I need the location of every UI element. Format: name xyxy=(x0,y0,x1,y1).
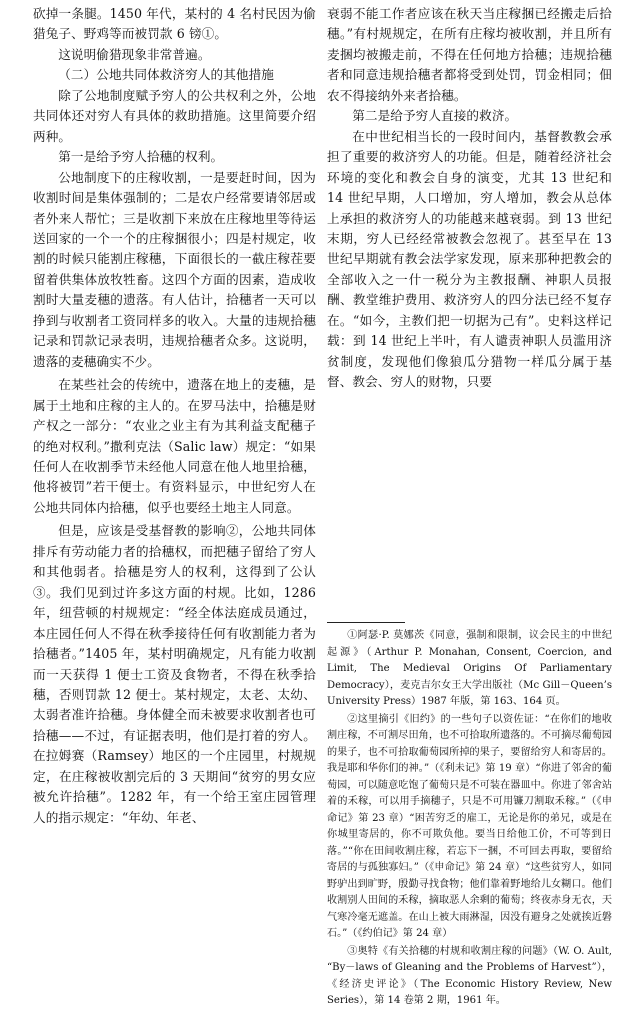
footnote-divider xyxy=(327,622,405,623)
paragraph: 衰弱不能工作者应该在秋天当庄稼捆已经搬走后拾穗。”有村规规定，在所有庄稼均被收割，并且所有麦捆均被搬走前，不得在任何地方拾穗；违规拾穗者和同意违规拾穗者都将受到处罚，罚金相同；佃农不得接纳外来者拾穗。 xyxy=(327,6,612,103)
right-column xyxy=(327,4,612,393)
paragraph: 在中世纪相当长的一段时间内，基督教教会承担了重要的救济穷人的功能。但是，随着经济社会环境的变化和教会自身的演变，尤其 13 世纪和 14 世纪早期，人口增加，穷人增加，教会从总体上承担的救济穷人的功能越来越衰弱。到 13 世纪末期，穷人已经经常被教会忽视了。甚至早在 13 世纪早期就有教会法学家发现，原来那种把教会的全部收入之一什一税分为主教报酬、神职人员报酬、教堂维护费用、救济穷人的四分法已经不复存在。“如今，主教们把一切据为己有”。史料这样记载：到 14 世纪上半叶，有人谴责神职人员滥用济贫制度，发现他们像狼瓜分猎物一样瓜分属于基督、教会、穷人的财物，只要 xyxy=(327,128,612,390)
paragraph: 在某些社会的传统中，遗落在地上的麦穗，是属于土地和庄稼的主人的。在罗马法中，拾穗是财产权之一部分：“农业之业主有为其利益支配穗子的绝对权利。”撒利克法（Salic law）规定：“如果任何人在收割季节未经他人同意在他人地里拾穗，他将被罚”若干便士。有资料显示，中世纪穷人在公地共同体内拾穗，似乎也要经土地主人同意。 xyxy=(33,377,316,515)
paragraph: 这说明偷猎现象非常普遍。 xyxy=(58,46,211,62)
footnotes xyxy=(327,628,612,1010)
subheading: 第二是给予穷人直接的救济。 xyxy=(352,108,518,124)
footnote: ③奥特《有关拾穗的村规和收割庄稼的问题》（W. O. Ault, “By－laws of Gleaning and the Problems of Harvest”），《经济史评论》（The Economic History Review, New Series），第 14 卷第 2 期，1961 年。 xyxy=(327,945,612,1006)
footnote: ②这里摘引《旧约》的一些句子以资佐证：“在你们的地收割庄稼，不可割尽田角，也不可拾取所遗落的。不可摘尽葡萄园的果子，也不可拾取葡萄园所掉的果子，要留给穷人和寄居的。我是耶和华你们的神。”（《利未记》第 19 章）“你进了邻舍的葡萄园，可以随意吃饱了葡萄只是不可装在器皿中。你进了邻舍站着的禾稼，可以用手摘穗子，只是不可用镰刀割取禾稼。”（《申命记》第 23 章）“困苦穷乏的雇工，无论是你的弟兄，或是在你城里寄居的，你不可欺负他。要当日给他工价，不可等到日落。”“你在田间收割庄稼，若忘下一捆，不可回去再取，要留给寄居的与孤独寡妇。”（《申命记》第 24 章）“这些贫穷人，如同野驴出到旷野，殷勤寻找食物；他们靠着野地给儿女糊口。他们收割别人田间的禾稼，摘取恶人余剩的葡萄；终夜赤身无衣，天气寒冷毫无遮盖。在山上被大雨淋湿，因没有避身之处就挨近磐石。”（《约伯记》第 24 章） xyxy=(327,713,612,939)
paragraph: 除了公地制度赋予穷人的公共权利之外，公地共同体还对穷人有具体的救助措施。这里简要介绍两种。 xyxy=(33,87,316,144)
section-heading: （二）公地共同体救济穷人的其他措施 xyxy=(58,67,274,83)
footnote: ①阿瑟·P. 莫娜茨《同意，强制和限制，议会民主的中世纪起源》（Arthur P. Monahan, Consent, Coercion, and Limit, The Medieval Origins Of Parliamentary Democracy），麦克吉尔女王大学出版社（Mc Gill－Queen’s University Press）1987 年版，第 163、164 页。 xyxy=(327,630,612,707)
paragraph: 公地制度下的庄稼收割，一是要赶时间，因为收割时间是集体强制的；二是农户经常要请邻居或者外来人帮忙；三是收割下来放在庄稼地里等待运送回家的一个一个的庄稼捆很小；四是村规定，收割的时候只能割庄稼穗，下面很长的一截庄稼茬要留着供集体放牧牲畜。这四个方面的因素，造成收割时大量麦穗的遗落。有人估计，拾穗者一天可以挣到与收割者工资同样多的收入。大量的违规拾穗记录和罚款记录表明，违规拾穗者众多。这说明，遗落的麦穗确实不少。 xyxy=(33,169,316,369)
paragraph: 砍掉一条腿。1450 年代，某村的 4 名村民因为偷猎兔子、野鸡等而被罚款 6 镑①。 xyxy=(33,6,316,42)
subheading: 第一是给予穷人拾穗的权利。 xyxy=(58,149,224,165)
paragraph: 但是，应该是受基督教的影响②，公地共同体排斥有劳动能力者的拾穗权，而把穗子留给了穷人和其他弱者。拾穗是穷人的权利，这得到了公认③。我们见到过许多这方面的村规。比如，1286 年，纽营顿的村规规定：“经全体法庭成员通过，本庄园任何人不得在秋季接待任何有收割能力者为拾穗者。”1405 年，某村明确规定，凡有能力收割而一天获得 1 便士工资及食物者，不得在秋季拾穗，否则罚款 12 便士。某村规定，太老、太幼、太弱者准许拾穗。身体健全而未被要求收割者也可拾穗——不过，有证据表明，他们是打着的穷人。在拉姆赛（Ramsey）地区的一个庄园里，村规规定，在庄稼被收割完后的 3 天期间“贫穷的男女应被允许拾穗”。1282 年，有一个给王室庄园管理人的指示规定：“年幼、年老、 xyxy=(33,523,316,825)
left-column xyxy=(33,4,316,828)
